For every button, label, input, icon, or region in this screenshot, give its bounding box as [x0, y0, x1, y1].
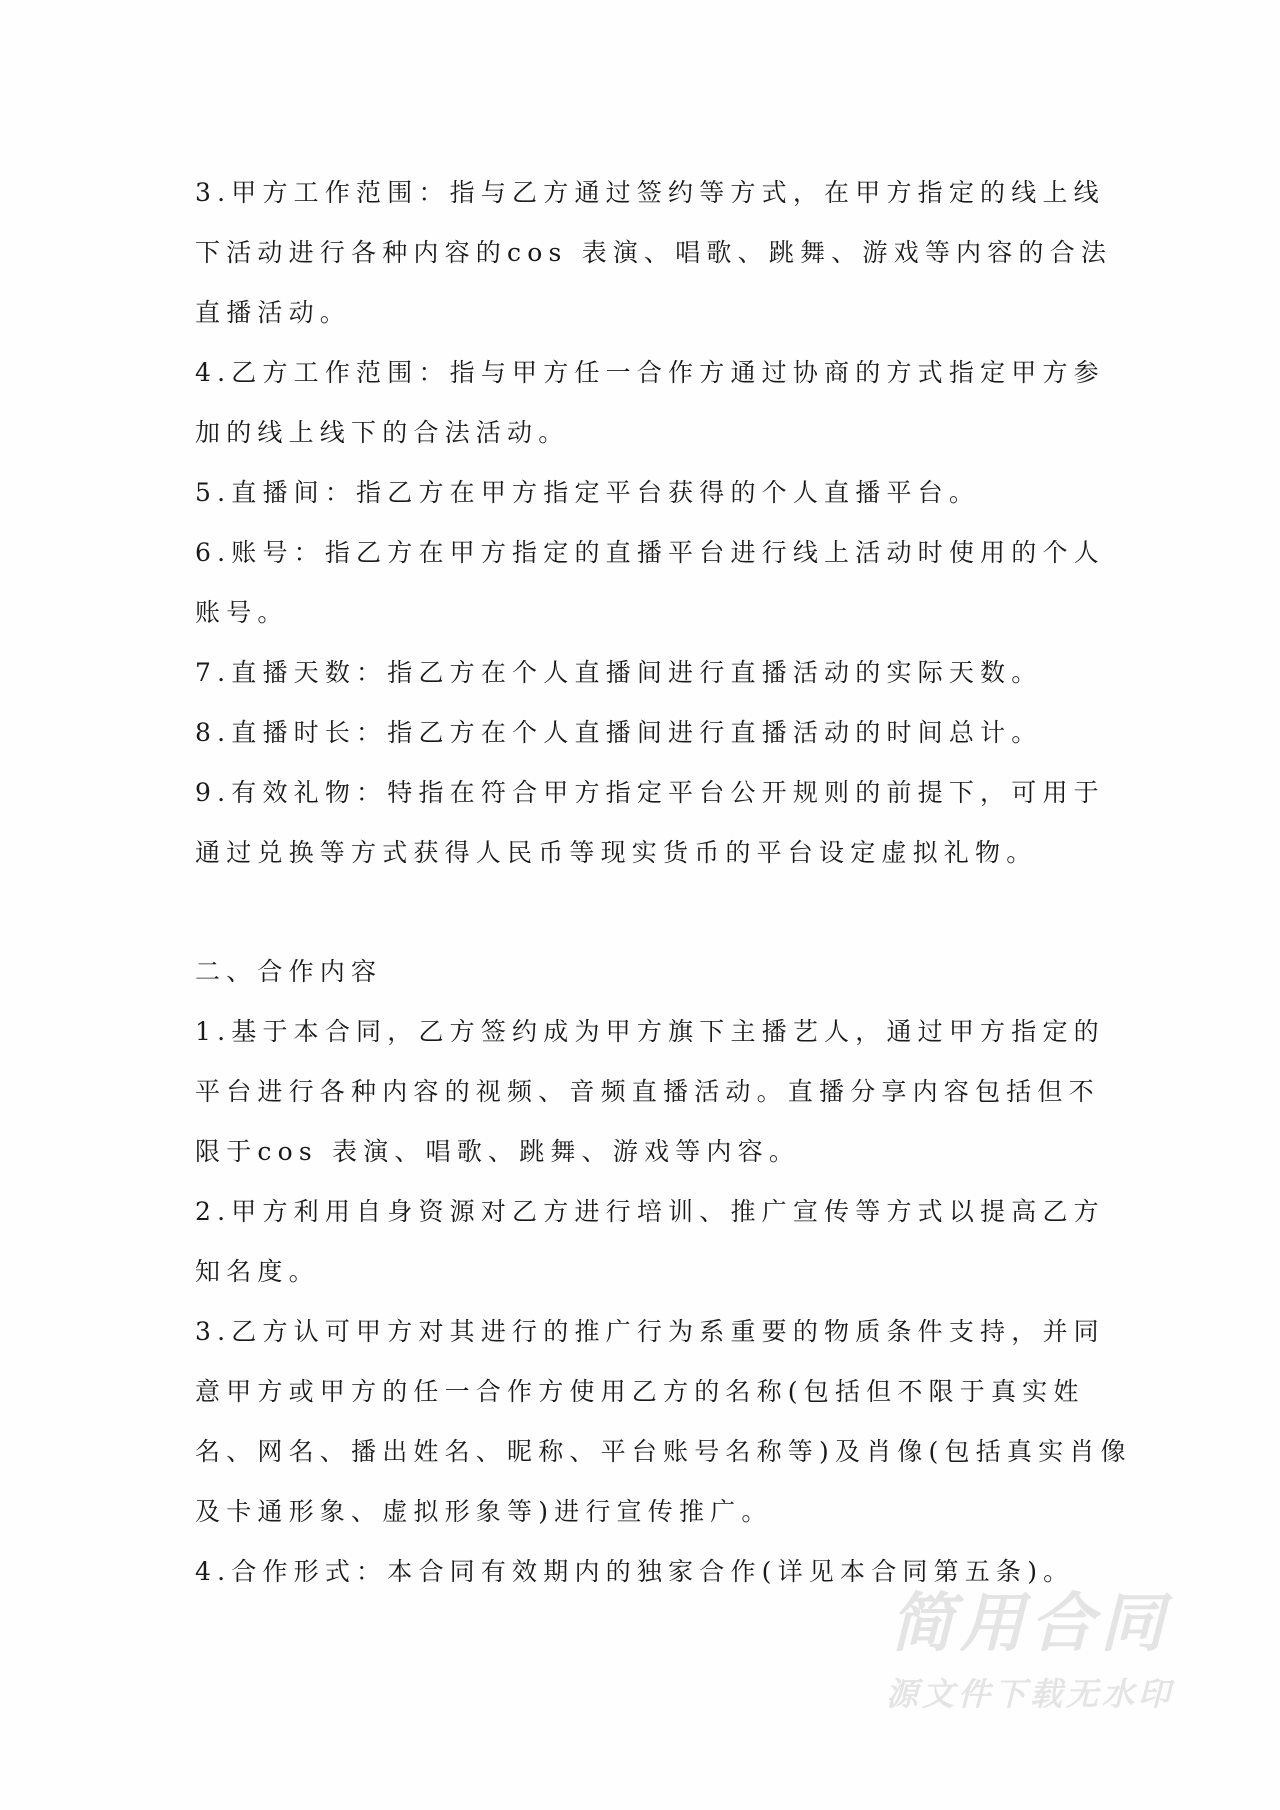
text-line: 加的线上线下的合法活动。: [195, 418, 570, 447]
section-two-item-2: [195, 1182, 1155, 1302]
text-line: 直播活动。: [195, 298, 352, 327]
text-line: 名、网名、播出姓名、昵称、平台账号名称等)及肖像(包括真实肖像: [195, 1437, 1132, 1466]
clause-item-8: [195, 703, 1155, 763]
watermark-brand: 简用合同: [890, 1587, 1170, 1661]
clause-item-4: [195, 343, 1155, 463]
section-heading: 二、合作内容: [195, 957, 383, 986]
text-line: 2.甲方利用自身资源对乙方进行培训、推广宣传等方式以提高乙方: [195, 1197, 1105, 1226]
text-line: 知名度。: [195, 1257, 320, 1286]
text-line: 8.直播时长：指乙方在个人直播间进行直播活动的时间总计。: [195, 718, 1043, 747]
clause-item-9: [195, 763, 1155, 883]
text-line: 下活动进行各种内容的cos 表演、唱歌、跳舞、游戏等内容的合法: [195, 238, 1113, 267]
clause-item-5: [195, 463, 1155, 523]
text-line: 5.直播间：指乙方在甲方指定平台获得的个人直播平台。: [195, 478, 981, 507]
clause-item-7: [195, 643, 1155, 703]
section-two-item-3: [195, 1302, 1155, 1542]
watermark: [880, 1588, 1180, 1716]
text-line: 6.账号：指乙方在甲方指定的直播平台进行线上活动时使用的个人: [195, 538, 1105, 567]
text-line: 通过兑换等方式获得人民币等现实货币的平台设定虚拟礼物。: [195, 838, 1038, 867]
text-line: 7.直播天数：指乙方在个人直播间进行直播活动的实际天数。: [195, 658, 1043, 687]
text-line: 4.乙方工作范围：指与甲方任一合作方通过协商的方式指定甲方参: [195, 358, 1105, 387]
document-body: [195, 163, 1155, 1602]
text-line: 3.甲方工作范围：指与乙方通过签约等方式，在甲方指定的线上线: [195, 178, 1105, 207]
text-line: 账号。: [195, 598, 289, 627]
text-line: 3.乙方认可甲方对其进行的推广行为系重要的物质条件支持，并同: [195, 1317, 1105, 1346]
clause-item-6: [195, 523, 1155, 643]
section-two: [195, 942, 1155, 1602]
text-line: 平台进行各种内容的视频、音频直播活动。直播分享内容包括但不: [195, 1077, 1100, 1106]
paragraph-spacer: [195, 883, 1155, 942]
text-line: 9.有效礼物：特指在符合甲方指定平台公开规则的前提下，可用于: [195, 778, 1105, 807]
section-two-item-1: [195, 1002, 1155, 1182]
watermark-tagline: 源文件下载无水印: [885, 1675, 1174, 1713]
text-line: 1.基于本合同，乙方签约成为甲方旗下主播艺人，通过甲方指定的: [195, 1017, 1105, 1046]
text-line: 及卡通形象、虚拟形象等)进行宣传推广。: [195, 1497, 773, 1526]
clause-item-3: [195, 163, 1155, 343]
text-line: 限于cos 表演、唱歌、跳舞、游戏等内容。: [195, 1137, 801, 1166]
text-line: 4.合作形式：本合同有效期内的独家合作(详见本合同第五条)。: [195, 1557, 1075, 1586]
text-line: 意甲方或甲方的任一合作方使用乙方的名称(包括但不限于真实姓: [195, 1377, 1085, 1406]
